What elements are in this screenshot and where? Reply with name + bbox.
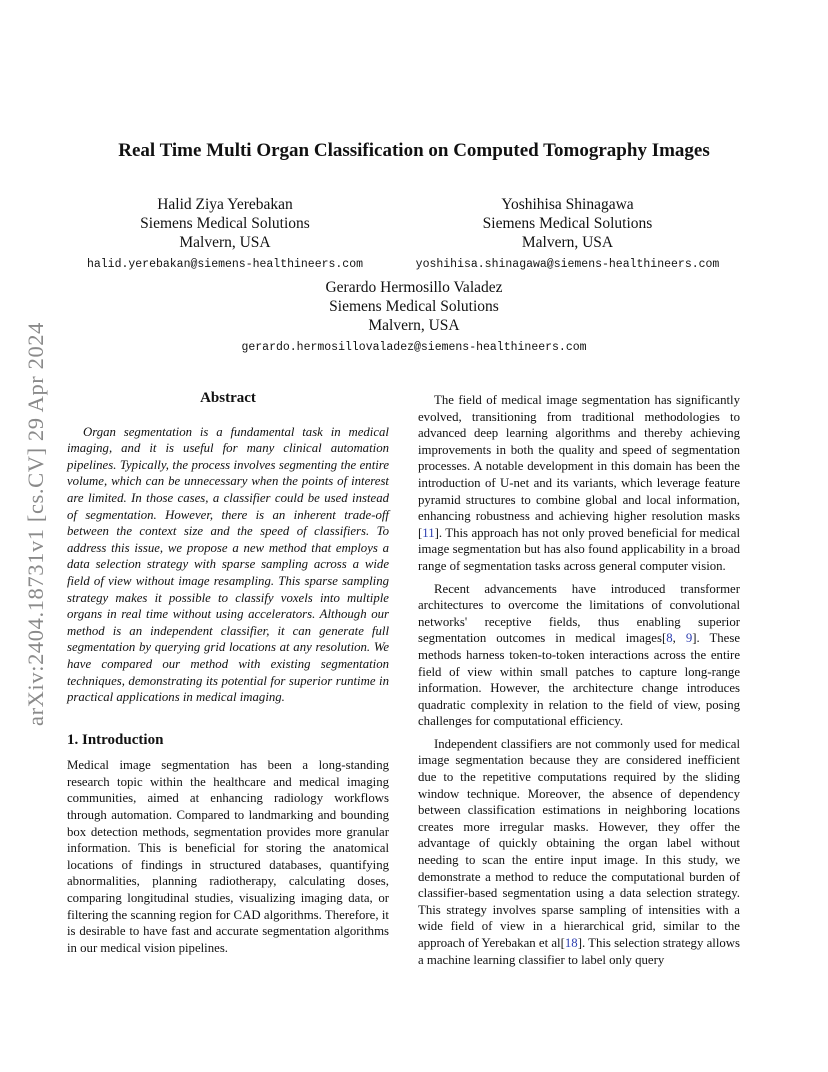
author-location: Malvern, USA [521,234,614,251]
author-block-3 [0,278,828,357]
right-column [418,392,740,974]
abstract-text: Organ segmentation is a fundamental task in medical imaging, and it is useful for many clinical automation pipelines. Typically, the process involves segmenting the entire volume, which can be unnecessary when the points of interest are limited. In those cases, a classifier could be used instead of segmentation. However, there is an inherent trade-off between the context size and the speed of classifiers. To address this issue, we propose a new method that employs a data selection strategy with sparse sampling across a wide field of view without image resampling. This sparse sampling strategy makes it possible to classify voxels into multiple organs in real time without using accelerators. Although our method is an independent classifier, it can generate full segmentation by querying grid locations at any resolution. We have compared our method with existing segmentation techniques, demonstrating its potential for superior runtime in practical applications in medical imaging. [67,424,389,705]
intro-paragraph-3 [418,581,740,730]
intro-paragraph-2 [418,392,740,575]
introduction-heading: 1. Introduction [67,731,164,748]
author-location: Malvern, USA [179,234,271,251]
citation-link[interactable]: 8 [666,631,673,646]
author-location: Malvern, USA [368,317,460,334]
author-block-2 [400,195,735,274]
arxiv-identifier-text: arXiv:2404.18731v1 [cs.CV] 29 Apr 2024 [23,321,48,727]
abstract-heading: Abstract [200,390,256,406]
author-affiliation: Siemens Medical Solutions [140,215,310,232]
intro-paragraph-4 [418,736,740,968]
paragraph-text: ]. These methods harness token-to-token interactions across the entire field of view within small patches to capture long-range information. However, the architecture change introduces quadratic complexity in relation to the field of view, posing challenges for computational efficiency. [418,631,741,729]
citation-link[interactable]: 11 [422,525,435,540]
paragraph-text: ]. This approach has not only proved beneficial for medical image segmentation but has also found applicability in a broad range of segmentation tasks across general computer vision. [418,525,740,573]
author-block-1 [70,195,380,274]
paragraph-text: Independent classifiers are not commonly used for medical image segmentation because they are considered inefficient due to the repetitive computations required by the sliding window technique. Moreover, the absence of dependency between classification estimations in neighboring locations creates more irregular masks. However, they offer the advantage of quickly obtaining the organ label without needing to scan the entire input image. In this study, we demonstrate a method to reduce the computational burden of classifier-based segmentation using a data selection strategy. This strategy involves sparse sampling of intensities with a wide field of view in a hierarchical grid, similar to the approach of Yerebakan et al[ [418,736,740,950]
citation-separator: , [672,631,686,646]
left-column [67,390,389,962]
author-name: Yoshihisa Shinagawa [501,196,634,213]
author-name: Halid Ziya Yerebakan [157,196,293,213]
citation-link[interactable]: 9 [685,631,693,646]
paper-title: Real Time Multi Organ Classification on Computed Tomography Images [118,140,710,161]
intro-paragraph-1: Medical image segmentation has been a long-standing research topic within the healthcare and medical imaging communities, aimed at enhancing radiology workflows through automation. Compared to landmarking and bounding box detection methods, segmentation provides more granular information. This is beneficial for storing the anatomical locations of findings in structured databases, quantifying abnormalities, planning radiotherapy, calculating doses, comparing longitudinal studies, visualizing imaging data, or filtering the scanning region for CAD algorithms. Therefore, it is desirable to have fast and accurate segmentation algorithms in our medical vision pipelines. [67,758,389,955]
paragraph-text: The field of medical image segmentation has significantly evolved, transitioning from traditional methodologies to advanced deep learning algorithms and thereby achieving improvements in both the quality and speed of segmentation processes. A notable development in this domain has been the introduction of U-net and its variants, which leverage feature pyramid structures to combine global and local information, enhancing robustness and achieving higher resolution masks [ [418,393,740,540]
citation-link[interactable]: 18 [564,936,578,950]
author-affiliation: Siemens Medical Solutions [329,298,499,315]
author-name: Gerardo Hermosillo Valadez [325,279,503,296]
author-email: halid.yerebakan@siemens-healthineers.com [86,258,364,271]
author-email: gerardo.hermosillovaladez@siemens-healthineers.com [241,341,587,354]
arxiv-identifier [14,286,58,762]
paragraph-text: Recent advancements have introduced transformer architectures to overcome the limitations of convolutional networks' receptive fields, thus enabling superior segmentation outcomes in medical images[ [418,581,740,646]
paragraph-text: ]. This selection strategy allows a machine learning classifier to label only query [418,936,740,967]
author-affiliation: Siemens Medical Solutions [482,215,653,232]
author-email: yoshihisa.shinagawa@siemens-healthineers.com [415,258,720,271]
